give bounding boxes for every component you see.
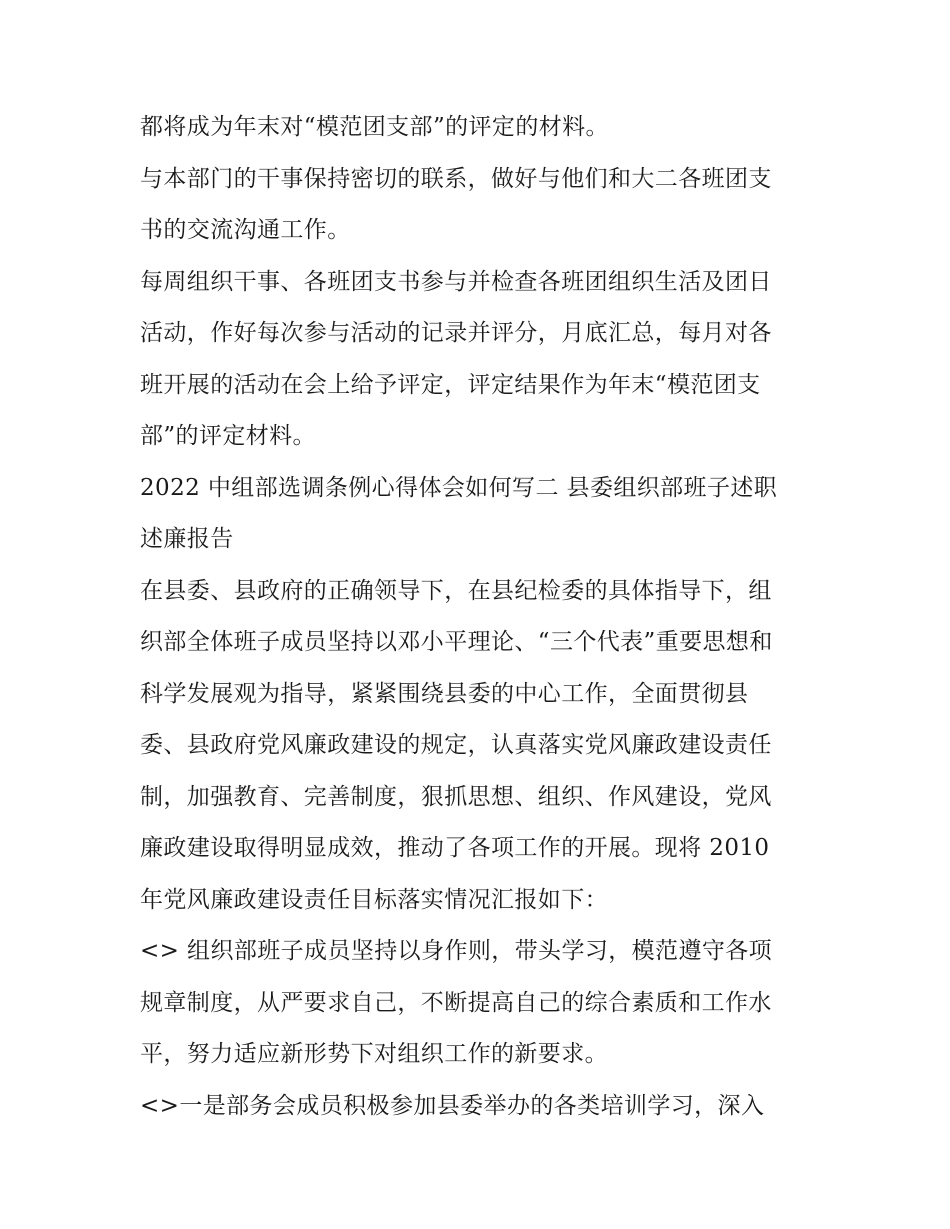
text-line: 都将成为年末对“模范团支部”的评定的材料。 [140, 114, 609, 140]
text-line: 部”的评定材料。 [140, 423, 316, 449]
section-heading-line: 述廉报告 [140, 526, 234, 552]
text-line: 活动，作好每次参与活动的记录并评分，月底汇总，每月对各 [140, 320, 772, 346]
text-line: 规章制度，从严要求自己，不断提高自己的综合素质和工作水 [140, 989, 772, 1016]
text-line: 制，加强教育、完善制度，狠抓思想、组织、作风建设，党风 [140, 783, 772, 810]
text-line: 与本部门的干事保持密切的联系，做好与他们和大二各班团支 [140, 165, 772, 192]
text-line: 委、县政府党风廉政建设的规定，认真落实党风廉政建设责任 [140, 732, 772, 758]
text-line: 年党风廉政建设责任目标落实情况汇报如下： [140, 886, 608, 913]
text-line: 平，努力适应新形势下对组织工作的新要求。 [140, 1041, 608, 1067]
text-line: 每周组织干事、各班团支书参与并检查各班团组织生活及团日 [140, 268, 772, 295]
text-line: 科学发展观为指导，紧紧围绕县委的中心工作，全面贯彻县 [140, 680, 749, 707]
text-line: 班开展的活动在会上给予评定，评定结果作为年末“模范团支 [140, 371, 761, 398]
document-body [140, 102, 820, 1132]
text-line: <> 组织部班子成员坚持以身作则，带头学习，模范遵守各项 [140, 938, 773, 964]
text-line: <>一是部务会成员积极参加县委举办的各类培训学习，深入 [140, 1092, 765, 1119]
text-line: 廉政建设取得明显成效，推动了各项工作的开展。现将 2010 [140, 835, 770, 861]
section-heading-line: 2022 中组部选调条例心得体会如何写二 县委组织部班子述职 [140, 474, 778, 501]
text-line: 在县委、县政府的正确领导下，在县纪检委的具体指导下，组 [140, 577, 772, 604]
text-line: 书的交流沟通工作。 [140, 217, 351, 243]
text-line: 织部全体班子成员坚持以邓小平理论、“三个代表”重要思想和 [140, 629, 773, 655]
